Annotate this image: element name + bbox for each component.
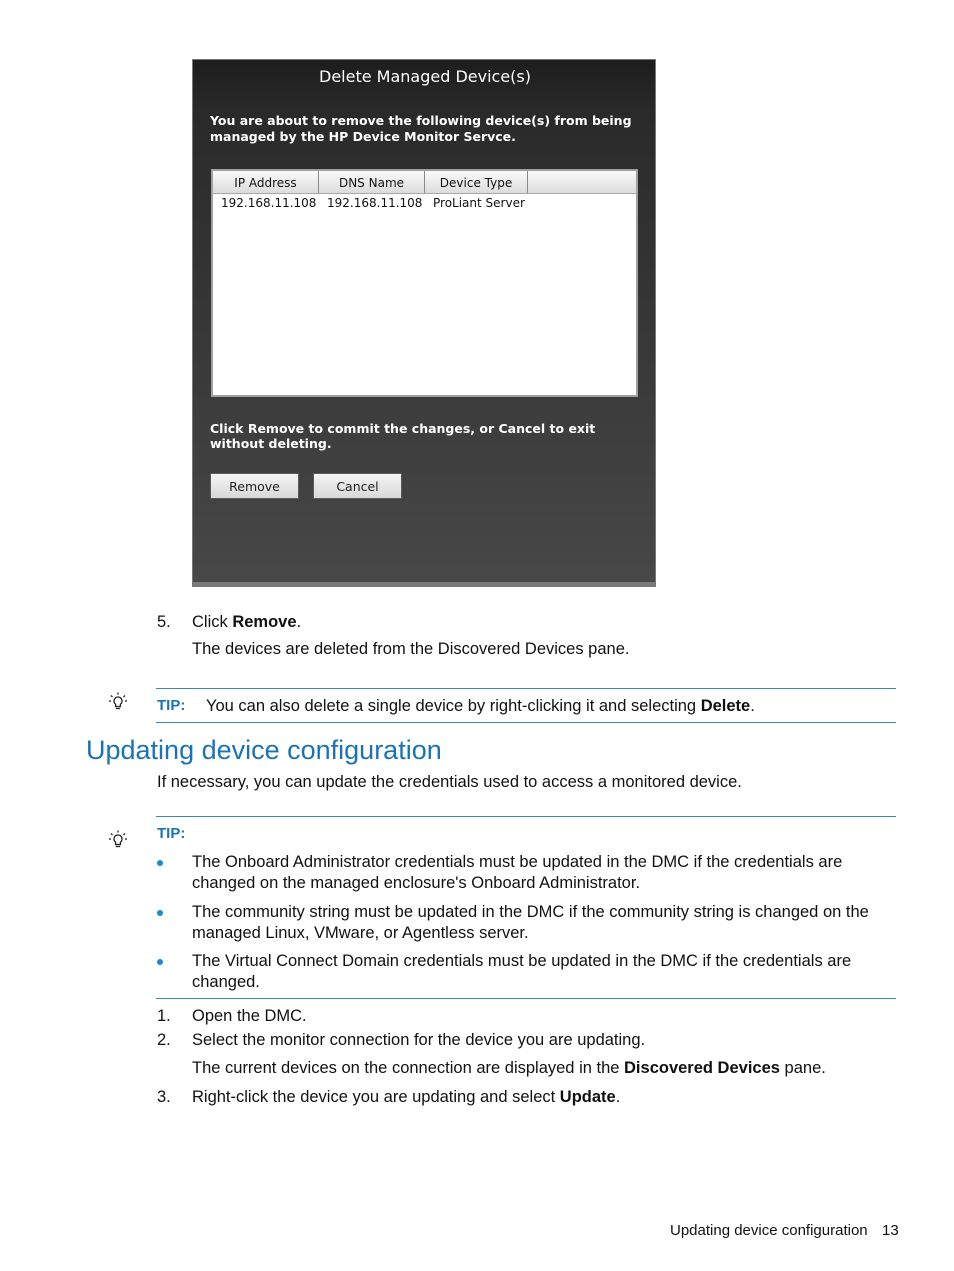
column-header-dns-name[interactable]: DNS Name <box>319 171 425 193</box>
lightbulb-icon <box>107 691 129 713</box>
step-3-post: . <box>615 1088 621 1106</box>
tip-1-label: TIP: <box>157 697 186 714</box>
column-header-empty[interactable] <box>528 171 636 193</box>
bullet-2-dot <box>157 910 163 916</box>
step-2-number: 2. <box>157 1031 171 1049</box>
page-number: 13 <box>882 1222 899 1239</box>
cell-dns-name: 192.168.11.108 <box>327 196 423 210</box>
dialog-bottom-border <box>193 582 655 586</box>
step-3-text <box>192 1087 620 1108</box>
tip-2-bullet-1: The Onboard Administrator credentials must be updated in the DMC if the credentials are changed on the managed enclosure's Onboard Administrator. <box>192 853 843 892</box>
bullet-3-dot <box>157 959 163 965</box>
step-5-result: The devices are deleted from the Discovered Devices pane. <box>192 640 630 658</box>
step-5-pre: Click <box>192 613 233 631</box>
cancel-button[interactable]: Cancel <box>313 473 402 499</box>
tip-1-text <box>206 696 755 717</box>
column-header-device-type[interactable]: Device Type <box>425 171 528 193</box>
device-list-header <box>213 171 636 194</box>
table-row[interactable] <box>213 194 636 213</box>
footer-section-title: Updating device configuration <box>670 1222 868 1239</box>
dialog-message: You are about to remove the following device(s) from being managed by the HP Device Monitor Servce. <box>210 113 632 144</box>
step-5-text <box>192 612 301 633</box>
tip-1-bold: Delete <box>700 697 751 715</box>
tip-1-pre: You can also delete a single device by right-clicking it and selecting <box>206 697 701 715</box>
dialog-title: Delete Managed Device(s) <box>319 67 531 86</box>
delete-managed-devices-dialog <box>192 59 656 587</box>
device-list[interactable] <box>211 169 638 397</box>
section-intro: If necessary, you can update the credentials used to access a monitored device. <box>157 773 742 791</box>
step-1-text: Open the DMC. <box>192 1007 307 1025</box>
tip-2-label: TIP: <box>157 825 186 842</box>
tip-2-bullet-3: The Virtual Connect Domain credentials must be updated in the DMC if the credentials are changed. <box>192 952 852 991</box>
tip-1-top-rule <box>156 688 896 689</box>
column-header-ip-address[interactable]: IP Address <box>213 171 319 193</box>
tip-1-post: . <box>750 697 755 715</box>
step-2-subtext <box>192 1058 826 1079</box>
tip-2-bullet-2: The community string must be updated in the DMC if the community string is changed on the managed Linux, VMware, or Agentless server. <box>192 903 869 942</box>
bullet-1-dot <box>157 860 163 866</box>
step-1-number: 1. <box>157 1007 171 1025</box>
step-2-sub-bold: Discovered Devices <box>624 1059 780 1077</box>
cell-ip-address: 192.168.11.108 <box>221 196 317 210</box>
step-3-bold: Update <box>559 1088 616 1106</box>
step-5-number: 5. <box>157 613 171 631</box>
tip-1-bottom-rule <box>156 722 896 723</box>
lightbulb-icon <box>107 829 129 851</box>
remove-button[interactable]: Remove <box>210 473 299 499</box>
step-5-post: . <box>296 613 302 631</box>
tip-2-bottom-rule <box>156 998 896 999</box>
cell-device-type: ProLiant Server <box>433 196 525 210</box>
tip-2-top-rule <box>156 816 896 817</box>
step-5-bold: Remove <box>232 613 297 631</box>
step-3-pre: Right-click the device you are updating and select <box>192 1088 560 1106</box>
step-3-number: 3. <box>157 1088 171 1106</box>
step-2-sub-post: pane. <box>779 1059 826 1077</box>
section-heading: Updating device configuration <box>86 735 442 765</box>
step-2-sub-pre: The current devices on the connection are displayed in the <box>192 1059 625 1077</box>
dialog-instructions: Click Remove to commit the changes, or Cancel to exit without deleting. <box>210 421 596 451</box>
step-2-text: Select the monitor connection for the device you are updating. <box>192 1031 646 1049</box>
